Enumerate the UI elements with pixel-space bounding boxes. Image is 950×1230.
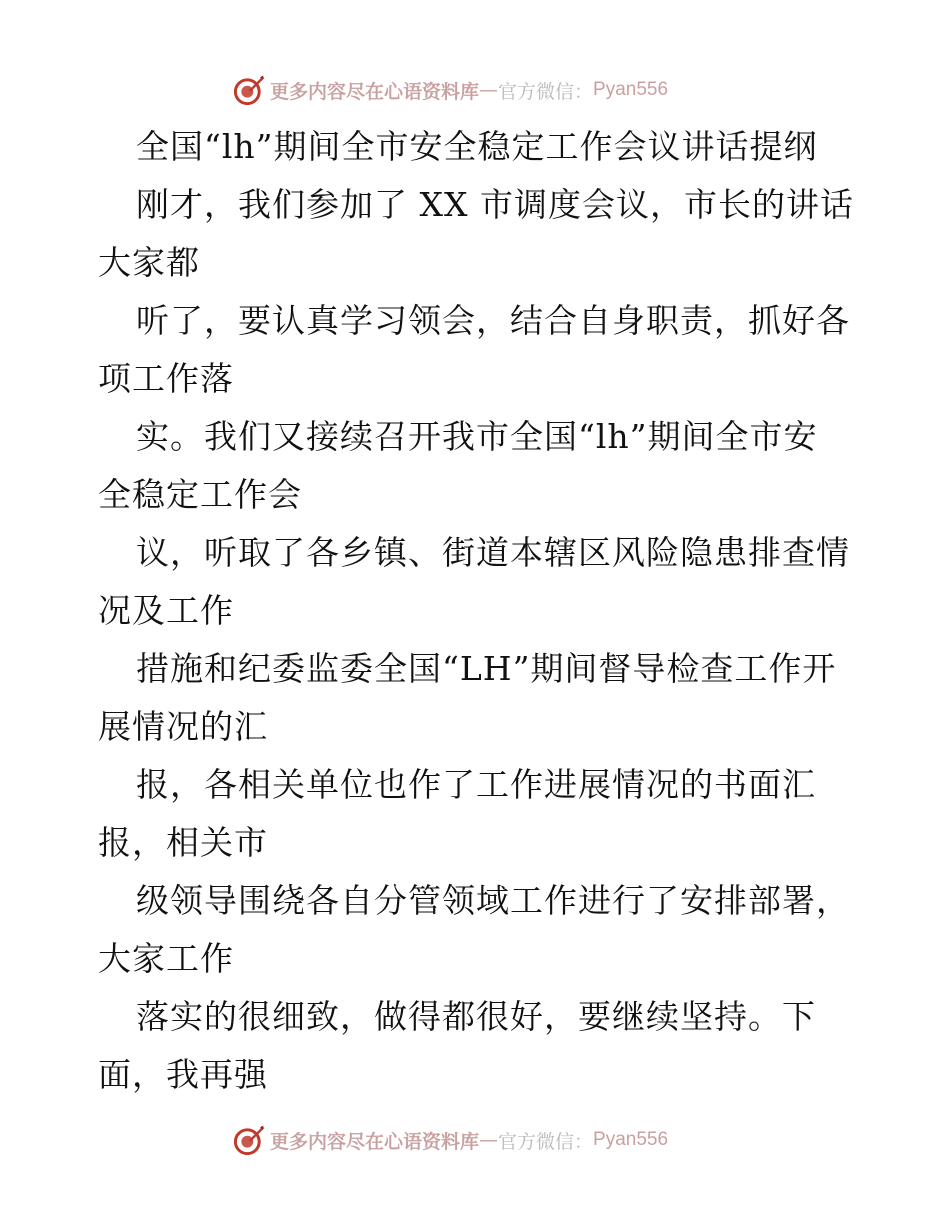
text-line: 况及工作 <box>98 591 234 630</box>
text-line: 大家工作 <box>98 939 234 978</box>
quill-pen-logo-icon <box>232 73 266 107</box>
text-line: 面，我再强 <box>98 1055 268 1094</box>
banner-wechat-id: Pyan556 <box>593 79 669 100</box>
banner-separator: — <box>479 1129 499 1151</box>
banner-brand-text: 更多内容尽在心语资料库 <box>270 1130 480 1153</box>
footer-banner <box>232 1122 668 1158</box>
banner-wechat-id: Pyan556 <box>593 1129 669 1150</box>
header-banner <box>232 72 668 108</box>
text-line: 报，各相关单位也作了工作进展情况的书面汇 <box>136 765 816 804</box>
document-body <box>98 122 858 1108</box>
text-line: 听了，要认真学习领会，结合自身职责，抓好各 <box>136 301 850 340</box>
banner-separator: — <box>479 79 499 101</box>
banner-wechat-label: 官方微信： <box>498 1130 594 1153</box>
banner-brand-text: 更多内容尽在心语资料库 <box>270 80 480 103</box>
text-line: 刚才，我们参加了 XX 市调度会议，市长的讲话 <box>136 185 854 224</box>
text-line: 级领导围绕各自分管领域工作进行了安排部署， <box>136 881 850 920</box>
text-line: 实。我们又接续召开我市全国“lh”期间全市安 <box>136 417 818 456</box>
document-title-line: 全国“lh”期间全市安全稳定工作会议讲话提纲 <box>136 127 818 166</box>
text-line: 落实的很细致，做得都很好，要继续坚持。下 <box>136 997 816 1036</box>
text-line: 展情况的汇 <box>98 707 268 746</box>
text-line: 项工作落 <box>98 359 234 398</box>
quill-pen-logo-icon <box>232 1123 266 1157</box>
text-line: 议，听取了各乡镇、街道本辖区风险隐患排查情 <box>136 533 850 572</box>
text-line: 报，相关市 <box>98 823 268 862</box>
text-line: 大家都 <box>98 243 200 282</box>
text-line: 措施和纪委监委全国“LH”期间督导检查工作开 <box>136 649 837 688</box>
banner-wechat-label: 官方微信： <box>498 80 594 103</box>
text-line: 全稳定工作会 <box>98 475 302 514</box>
